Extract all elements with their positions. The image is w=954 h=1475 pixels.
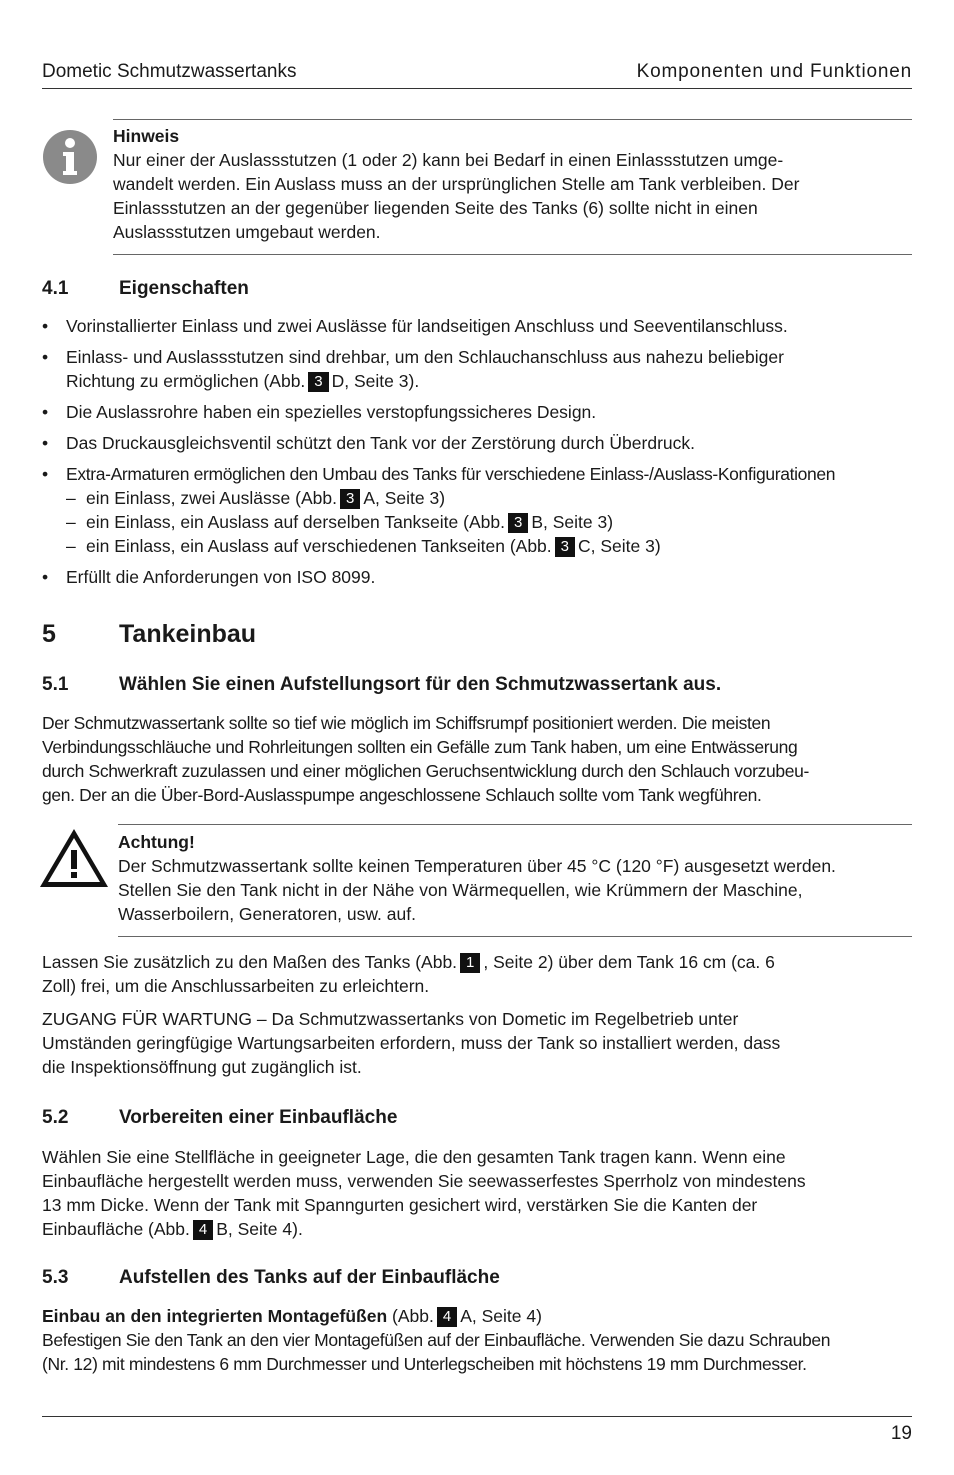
section-number: 5.3 [42, 1267, 69, 1288]
section-number: 5.2 [42, 1107, 69, 1128]
features-list [42, 314, 912, 596]
paragraph-clearance: Lassen Sie zusätzlich zu den Maßen des Tanks (Abb. 1 , Seite 2) über dem Tank 16 cm (ca. 6 Zoll) frei, um die Anschlussarbeiten zu erleichtern. [42, 952, 775, 996]
note-title: Hinweis [113, 126, 180, 146]
figure-ref-badge: 3 [555, 537, 575, 557]
note-line: Nur einer der Auslassstutzen (1 oder 2) kann bei Bedarf in einen Einlassstutzen umge- [113, 150, 784, 170]
section-heading-5-3 [42, 1266, 912, 1290]
list-item: • Das Druckausgleichsventil schützt den Tank vor der Zerstörung durch Überdruck. [42, 431, 912, 455]
section-heading-5-1 [42, 673, 912, 697]
header-chapter-title: Komponenten und Funktionen [636, 61, 912, 82]
warning-title: Achtung! [118, 832, 195, 852]
chapter-title: Tankeinbau [119, 620, 257, 648]
section-title: Vorbereiten einer Einbaufläche [119, 1107, 398, 1128]
section-title: Wählen Sie einen Aufstellungsort für den Schmutzwassertank aus. [119, 674, 722, 695]
sub-list-item: – ein Einlass, zwei Auslässe (Abb. 3 A, Seite 3) [66, 486, 912, 510]
paragraph-mounting-feet: Einbau an den integrierten Montagefüßen (Abb. 4 A, Seite 4) Befestigen Sie den Tank an den vier Montagefüßen auf der Einbaufläche. Verwenden Sie dazu Schrauben (Nr. 12) mit mindestens 6 mm Durchmesser und Unterlegscheiben mit höchstens 19 mm Durchmesser. [42, 1306, 831, 1374]
list-item: • Erfüllt die Anforderungen von ISO 8099. [42, 565, 912, 589]
note-line: Einlassstutzen an der gegenüber liegenden Seite des Tanks (6) sollte nicht in einen [113, 198, 758, 218]
section-number: 5.1 [42, 674, 69, 695]
note-box [113, 119, 912, 255]
warning-triangle-icon [38, 826, 110, 890]
page-header [42, 58, 912, 89]
warning-box [118, 824, 912, 937]
note-line: wandelt werden. Ein Auslass muss an der ursprünglichen Stelle am Tank verbleiben. Der [113, 174, 800, 194]
warning-line: Stellen Sie den Tank nicht in der Nähe von Wärmequellen, wie Krümmern der Maschine, [118, 880, 803, 900]
paragraph-maintenance-access: ZUGANG FÜR WARTUNG – Da Schmutzwassertanks von Dometic im Regelbetrieb unter Umständen geringfügige Wartungsarbeiten erfordern, muss der Tank so installiert werden, dass die Inspektionsöffnung gut zugänglich ist. [42, 1009, 781, 1077]
note-line: Auslassstutzen umgebaut werden. [113, 222, 381, 242]
figure-ref-badge: 3 [308, 372, 328, 392]
section-heading-5-2 [42, 1106, 912, 1130]
figure-ref-badge: 4 [193, 1220, 213, 1240]
warning-line: Wasserboilern, Generatoren, usw. auf. [118, 904, 416, 924]
section-number: 4.1 [42, 278, 69, 299]
chapter-number: 5 [42, 620, 56, 648]
figure-ref-badge: 3 [340, 489, 360, 509]
list-item: • Extra-Armaturen ermöglichen den Umbau des Tanks für verschiedene Einlass-/Auslass-Konfigurationen – ein Einlass, zwei Auslässe (Abb. 3 A, Seite 3) – ein Einlass, ein Auslass auf derselben Tankseite (Abb. 3 B, Seite 3) – ein Einlass, ein Auslass auf verschiedenen Tankseiten (Abb. 3 C, Seite 3) [42, 462, 912, 558]
list-item: • Vorinstallierter Einlass und zwei Auslässe für landseitigen Anschluss und Seeventilanschluss. [42, 314, 912, 338]
page-number: 19 [890, 1423, 912, 1444]
info-icon [42, 129, 98, 185]
paragraph-mounting-surface: Wählen Sie eine Stellfläche in geeigneter Lage, die den gesamten Tank tragen kann. Wenn eine Einbaufläche hergestellt werden muss, verwenden Sie seewasserfestes Sperrholz von mindestens 13 mm Dicke. Wenn der Tank mit Spanngurten gesichert wird, verstärken Sie die Kanten der Einbaufläche (Abb. 4 B, Seite 4). [42, 1147, 806, 1239]
list-item: • Die Auslassrohre haben ein spezielles verstopfungssicheres Design. [42, 400, 912, 424]
section-title: Eigenschaften [119, 278, 249, 299]
subheading-bold: Einbau an den integrierten Montagefüßen [42, 1306, 388, 1326]
section-title: Aufstellen des Tanks auf der Einbaufläche [119, 1267, 500, 1288]
sub-list [66, 486, 912, 558]
warning-line: Der Schmutzwassertank sollte keinen Temperaturen über 45 °C (120 °F) ausgesetzt werden. [118, 856, 836, 876]
sub-list-item: – ein Einlass, ein Auslass auf verschiedenen Tankseiten (Abb. 3 C, Seite 3) [66, 534, 912, 558]
header-product-title: Dometic Schmutzwassertanks [42, 61, 297, 82]
footer-divider [42, 1416, 912, 1417]
sub-list-item: – ein Einlass, ein Auslass auf derselben Tankseite (Abb. 3 B, Seite 3) [66, 510, 912, 534]
figure-ref-badge: 4 [437, 1307, 457, 1327]
paragraph-location: Der Schmutzwassertank sollte so tief wie möglich im Schiffsrumpf positioniert werden. Die meisten Verbindungsschläuche und Rohrleitungen sollten ein Gefälle zum Tank haben, um eine Entwässerung durch Schwerkraft zuzulassen und einer möglichen Geruchsentwicklung durch den Schlauch vorzubeu- gen. Der an die Über-Bord-Auslasspumpe angeschlossene Schlauch sollte vom Tank wegführen. [42, 713, 809, 805]
figure-ref-badge: 3 [508, 513, 528, 533]
figure-ref-badge: 1 [460, 953, 480, 973]
chapter-heading-5 [42, 622, 912, 646]
section-heading-4-1 [42, 277, 912, 301]
list-item: • Einlass- und Auslassstutzen sind drehbar, um den Schlauchanschluss aus nahezu beliebiger Richtung zu ermöglichen (Abb. 3 D, Seite 3). [42, 345, 912, 393]
